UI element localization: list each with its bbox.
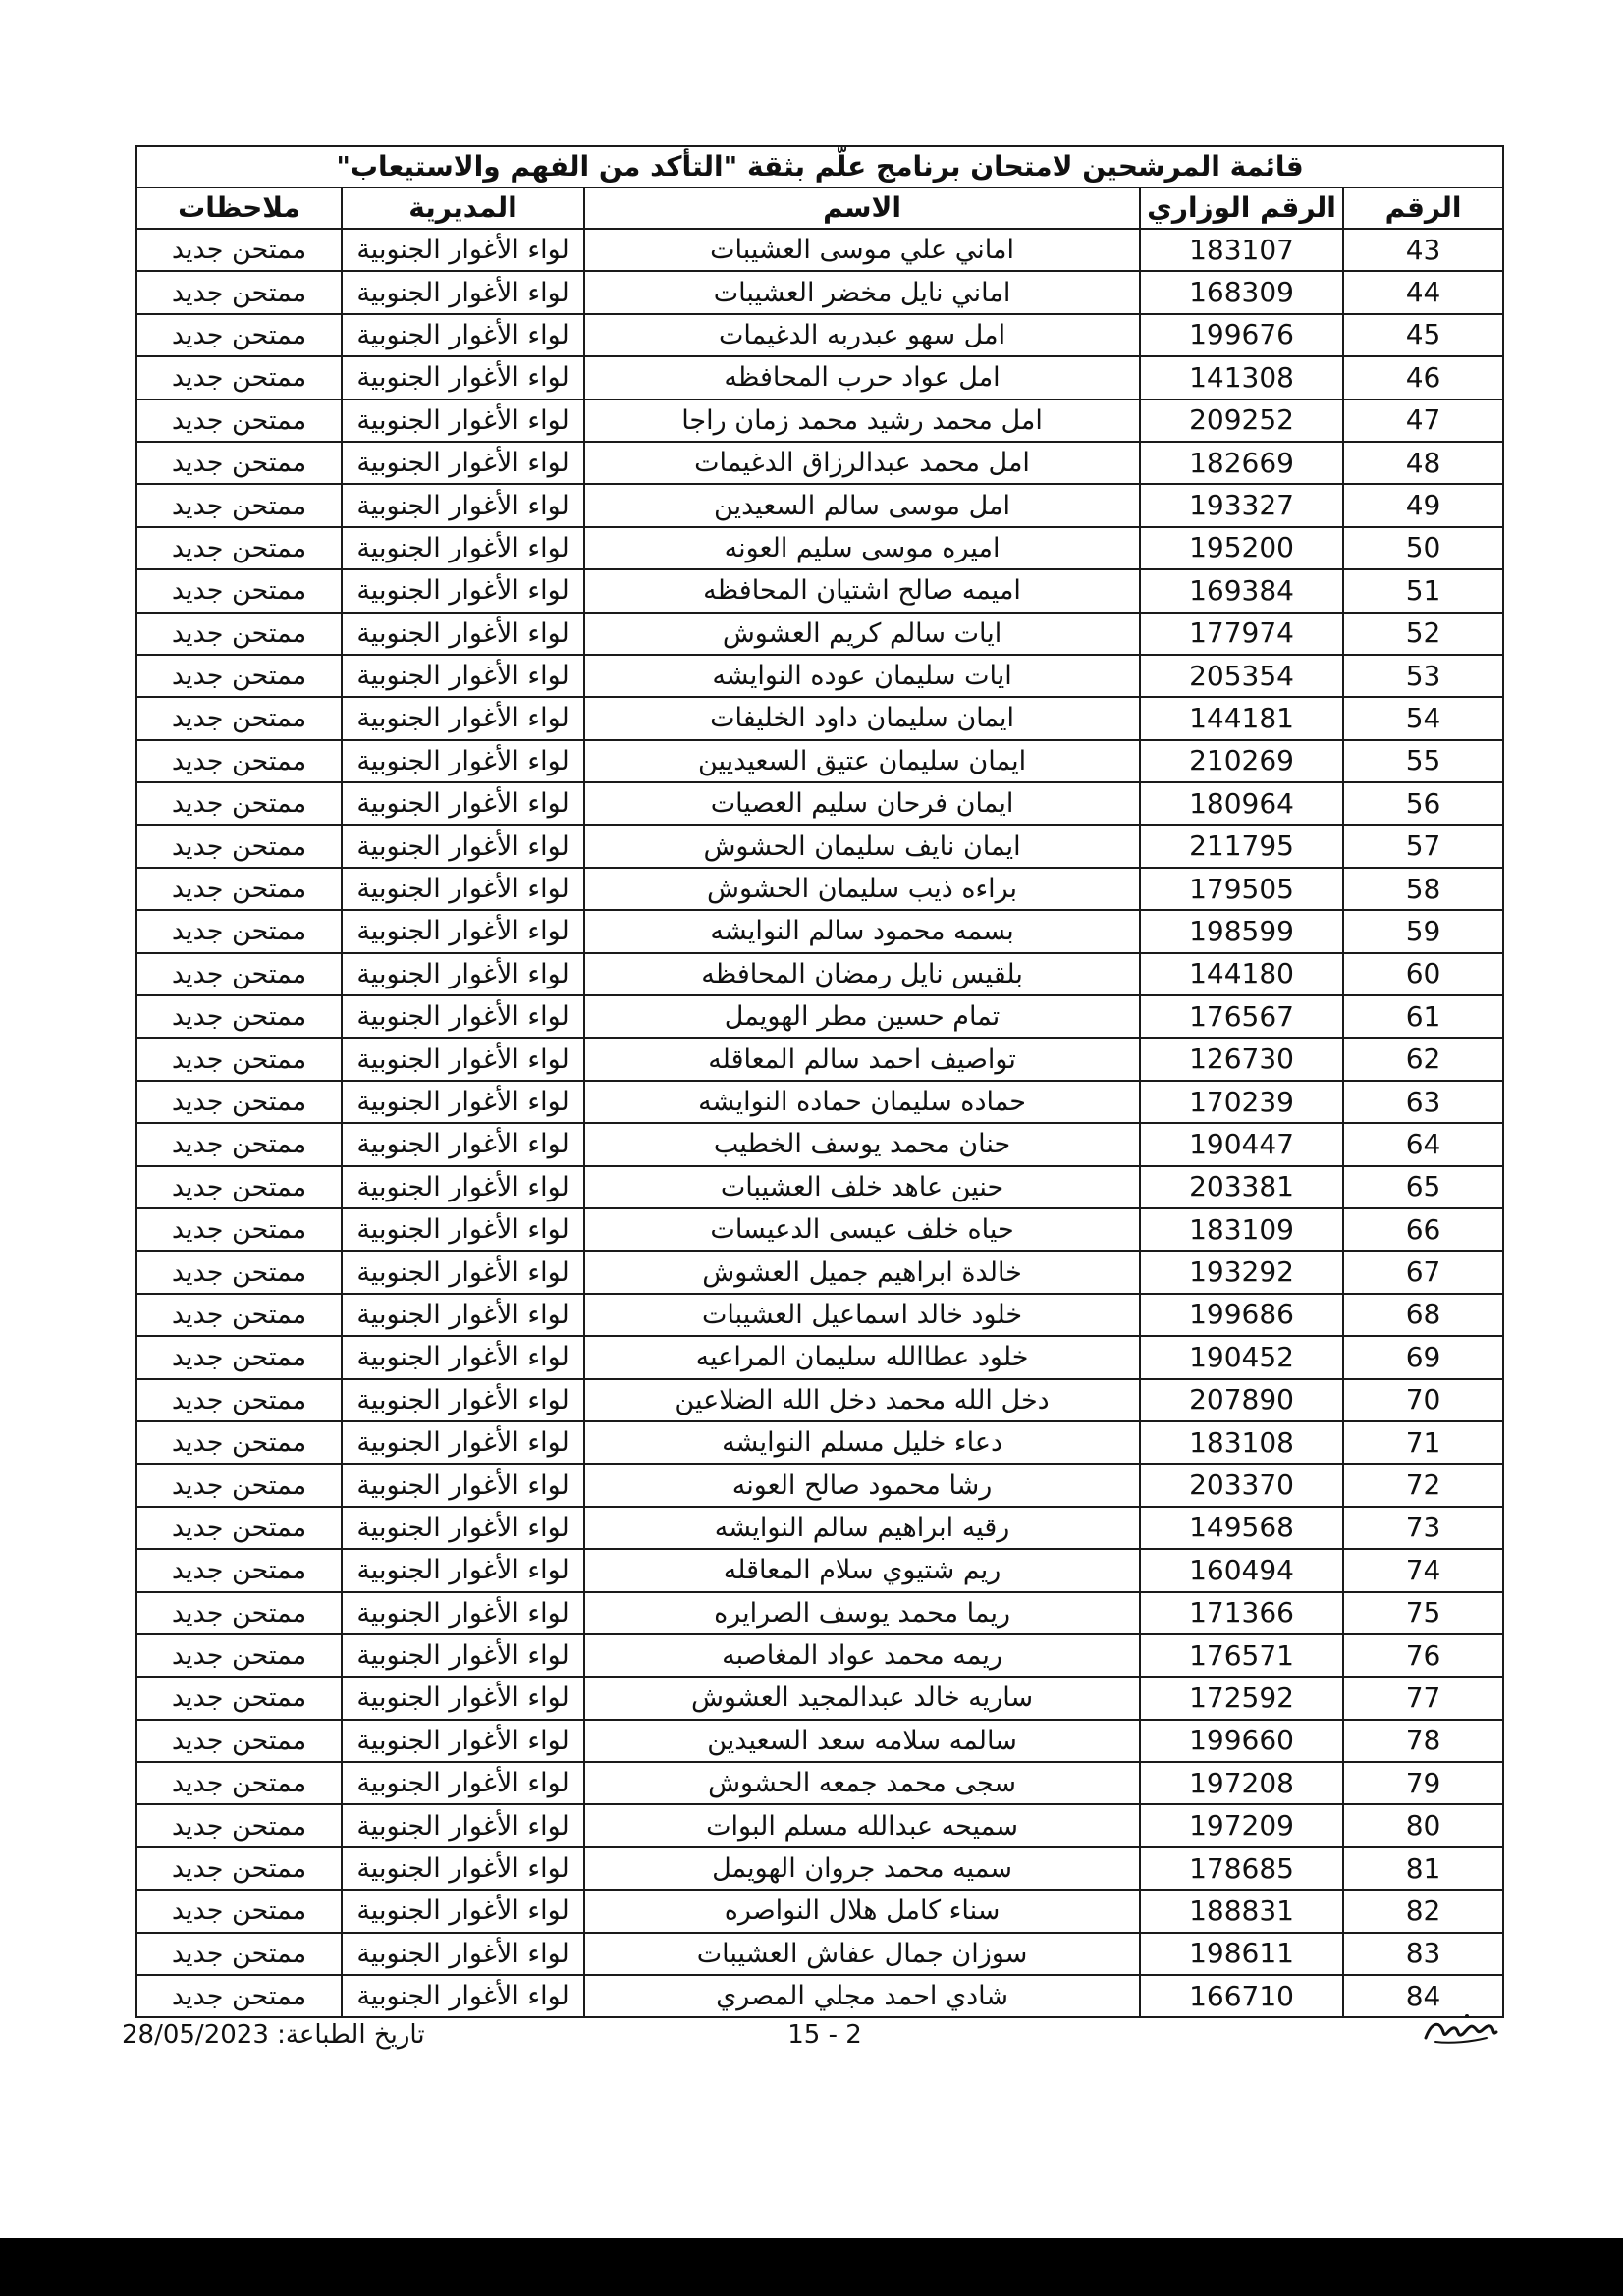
cell-number: 71 bbox=[1343, 1421, 1503, 1464]
cell-directorate: لواء الأغوار الجنوبية bbox=[342, 995, 584, 1038]
cell-notes: ممتحن جديد bbox=[136, 1251, 342, 1293]
cell-ministry-id: 203370 bbox=[1140, 1464, 1343, 1506]
cell-number: 48 bbox=[1343, 442, 1503, 484]
cell-directorate: لواء الأغوار الجنوبية bbox=[342, 1294, 584, 1336]
table-title: قائمة المرشحين لامتحان برنامج علّم بثقة "التأكد من الفهم والاستيعاب" bbox=[136, 146, 1503, 187]
table-row bbox=[136, 910, 1503, 952]
cell-name: ريما محمد يوسف الصرايره bbox=[584, 1592, 1140, 1634]
cell-name: تمام حسين مطر الهويمل bbox=[584, 995, 1140, 1038]
table-row bbox=[136, 1208, 1503, 1251]
cell-ministry-id: 198611 bbox=[1140, 1933, 1343, 1975]
cell-name: سجى محمد جمعه الحشوش bbox=[584, 1762, 1140, 1804]
cell-directorate: لواء الأغوار الجنوبية bbox=[342, 1720, 584, 1762]
cell-ministry-id: 183109 bbox=[1140, 1208, 1343, 1251]
table-row bbox=[136, 1762, 1503, 1804]
cell-number: 83 bbox=[1343, 1933, 1503, 1975]
table-row bbox=[136, 1464, 1503, 1506]
cell-notes: ممتحن جديد bbox=[136, 868, 342, 910]
cell-notes: ممتحن جديد bbox=[136, 697, 342, 739]
cell-name: شادي احمد مجلي المصري bbox=[584, 1975, 1140, 2017]
cell-directorate: لواء الأغوار الجنوبية bbox=[342, 1592, 584, 1634]
cell-directorate: لواء الأغوار الجنوبية bbox=[342, 1890, 584, 1932]
table-row bbox=[136, 484, 1503, 526]
cell-notes: ممتحن جديد bbox=[136, 1336, 342, 1378]
table-row bbox=[136, 1592, 1503, 1634]
table-row bbox=[136, 1677, 1503, 1719]
cell-ministry-id: 209252 bbox=[1140, 400, 1343, 442]
table-row bbox=[136, 1634, 1503, 1677]
cell-number: 68 bbox=[1343, 1294, 1503, 1336]
cell-ministry-id: 172592 bbox=[1140, 1677, 1343, 1719]
cell-name: ايمان فرحان سليم العصيات bbox=[584, 782, 1140, 825]
cell-notes: ممتحن جديد bbox=[136, 782, 342, 825]
table-row bbox=[136, 868, 1503, 910]
cell-number: 67 bbox=[1343, 1251, 1503, 1293]
cell-name: سميه محمد جروان الهويمل bbox=[584, 1847, 1140, 1890]
cell-ministry-id: 182669 bbox=[1140, 442, 1343, 484]
cell-ministry-id: 193327 bbox=[1140, 484, 1343, 526]
cell-ministry-id: 176567 bbox=[1140, 995, 1343, 1038]
cell-directorate: لواء الأغوار الجنوبية bbox=[342, 1677, 584, 1719]
cell-ministry-id: 203381 bbox=[1140, 1166, 1343, 1208]
cell-ministry-id: 160494 bbox=[1140, 1549, 1343, 1591]
table-row bbox=[136, 1038, 1503, 1080]
cell-directorate: لواء الأغوار الجنوبية bbox=[342, 740, 584, 782]
table-row bbox=[136, 1890, 1503, 1932]
cell-notes: ممتحن جديد bbox=[136, 995, 342, 1038]
cell-ministry-id: 176571 bbox=[1140, 1634, 1343, 1677]
cell-directorate: لواء الأغوار الجنوبية bbox=[342, 1251, 584, 1293]
cell-number: 61 bbox=[1343, 995, 1503, 1038]
cell-name: رقيه ابراهيم سالم النوايشه bbox=[584, 1507, 1140, 1549]
cell-notes: ممتحن جديد bbox=[136, 569, 342, 612]
cell-name: امل سهو عبدربه الدغيمات bbox=[584, 314, 1140, 356]
cell-name: اماني علي موسى العشيبات bbox=[584, 229, 1140, 271]
cell-directorate: لواء الأغوار الجنوبية bbox=[342, 1634, 584, 1677]
table-row bbox=[136, 1720, 1503, 1762]
cell-notes: ممتحن جديد bbox=[136, 271, 342, 313]
cell-name: سناء كامل هلال النواصره bbox=[584, 1890, 1140, 1932]
cell-directorate: لواء الأغوار الجنوبية bbox=[342, 910, 584, 952]
cell-notes: ممتحن جديد bbox=[136, 1123, 342, 1165]
candidates-table bbox=[135, 145, 1504, 2018]
cell-name: خلود خالد اسماعيل العشيبات bbox=[584, 1294, 1140, 1336]
cell-name: حنين عاهد خلف العشيبات bbox=[584, 1166, 1140, 1208]
cell-name: امل محمد عبدالرزاق الدغيمات bbox=[584, 442, 1140, 484]
cell-notes: ممتحن جديد bbox=[136, 1166, 342, 1208]
table-row bbox=[136, 442, 1503, 484]
cell-ministry-id: 190452 bbox=[1140, 1336, 1343, 1378]
table-row bbox=[136, 569, 1503, 612]
cell-directorate: لواء الأغوار الجنوبية bbox=[342, 953, 584, 995]
cell-ministry-id: 170239 bbox=[1140, 1081, 1343, 1123]
cell-notes: ممتحن جديد bbox=[136, 740, 342, 782]
cell-number: 45 bbox=[1343, 314, 1503, 356]
cell-ministry-id: 166710 bbox=[1140, 1975, 1343, 2017]
cell-ministry-id: 169384 bbox=[1140, 569, 1343, 612]
cell-directorate: لواء الأغوار الجنوبية bbox=[342, 442, 584, 484]
cell-notes: ممتحن جديد bbox=[136, 400, 342, 442]
table-row bbox=[136, 1847, 1503, 1890]
cell-ministry-id: 205354 bbox=[1140, 655, 1343, 697]
cell-directorate: لواء الأغوار الجنوبية bbox=[342, 1975, 584, 2017]
cell-directorate: لواء الأغوار الجنوبية bbox=[342, 527, 584, 569]
cell-number: 65 bbox=[1343, 1166, 1503, 1208]
cell-directorate: لواء الأغوار الجنوبية bbox=[342, 1933, 584, 1975]
table-row bbox=[136, 1166, 1503, 1208]
cell-name: خلود عطاالله سليمان المراعيه bbox=[584, 1336, 1140, 1378]
cell-number: 43 bbox=[1343, 229, 1503, 271]
cell-number: 56 bbox=[1343, 782, 1503, 825]
cell-notes: ممتحن جديد bbox=[136, 1294, 342, 1336]
cell-name: تواصيف احمد سالم المعاقله bbox=[584, 1038, 1140, 1080]
cell-ministry-id: 168309 bbox=[1140, 271, 1343, 313]
cell-name: حماده سليمان حماده النوايشه bbox=[584, 1081, 1140, 1123]
cell-number: 44 bbox=[1343, 271, 1503, 313]
cell-directorate: لواء الأغوار الجنوبية bbox=[342, 1421, 584, 1464]
cell-name: ايات سالم كريم العشوش bbox=[584, 613, 1140, 655]
cell-notes: ممتحن جديد bbox=[136, 1720, 342, 1762]
cell-name: سالمه سلامه سعد السعيدين bbox=[584, 1720, 1140, 1762]
cell-directorate: لواء الأغوار الجنوبية bbox=[342, 1549, 584, 1591]
cell-directorate: لواء الأغوار الجنوبية bbox=[342, 229, 584, 271]
table-row bbox=[136, 1251, 1503, 1293]
cell-number: 69 bbox=[1343, 1336, 1503, 1378]
cell-directorate: لواء الأغوار الجنوبية bbox=[342, 356, 584, 399]
cell-notes: ممتحن جديد bbox=[136, 1038, 342, 1080]
cell-notes: ممتحن جديد bbox=[136, 1975, 342, 2017]
handwritten-signature bbox=[1422, 2008, 1500, 2052]
cell-number: 52 bbox=[1343, 613, 1503, 655]
cell-directorate: لواء الأغوار الجنوبية bbox=[342, 868, 584, 910]
cell-notes: ممتحن جديد bbox=[136, 1421, 342, 1464]
cell-notes: ممتحن جديد bbox=[136, 910, 342, 952]
cell-number: 75 bbox=[1343, 1592, 1503, 1634]
cell-notes: ممتحن جديد bbox=[136, 527, 342, 569]
cell-notes: ممتحن جديد bbox=[136, 1933, 342, 1975]
cell-name: امل عواد حرب المحافظه bbox=[584, 356, 1140, 399]
table-row bbox=[136, 782, 1503, 825]
cell-name: ايمان نايف سليمان الحشوش bbox=[584, 825, 1140, 867]
table-title-row bbox=[136, 146, 1503, 187]
cell-number: 50 bbox=[1343, 527, 1503, 569]
cell-ministry-id: 211795 bbox=[1140, 825, 1343, 867]
column-header-notes: ملاحظات bbox=[136, 187, 342, 229]
cell-name: سميحه عبدالله مسلم البوات bbox=[584, 1804, 1140, 1846]
cell-ministry-id: 144181 bbox=[1140, 697, 1343, 739]
table-row bbox=[136, 1975, 1503, 2017]
cell-directorate: لواء الأغوار الجنوبية bbox=[342, 655, 584, 697]
table-row bbox=[136, 356, 1503, 399]
cell-number: 70 bbox=[1343, 1379, 1503, 1421]
page-number: 15 - 2 bbox=[787, 2020, 862, 2050]
cell-number: 76 bbox=[1343, 1634, 1503, 1677]
cell-notes: ممتحن جديد bbox=[136, 1549, 342, 1591]
cell-notes: ممتحن جديد bbox=[136, 1208, 342, 1251]
cell-number: 72 bbox=[1343, 1464, 1503, 1506]
cell-directorate: لواء الأغوار الجنوبية bbox=[342, 569, 584, 612]
cell-name: ريمه محمد عواد المغاصبه bbox=[584, 1634, 1140, 1677]
cell-ministry-id: 180964 bbox=[1140, 782, 1343, 825]
cell-notes: ممتحن جديد bbox=[136, 1804, 342, 1846]
column-header-directorate: المديرية bbox=[342, 187, 584, 229]
cell-name: ايمان سليمان داود الخليفات bbox=[584, 697, 1140, 739]
cell-directorate: لواء الأغوار الجنوبية bbox=[342, 697, 584, 739]
cell-name: اماني نايل مخضر العشيبات bbox=[584, 271, 1140, 313]
cell-notes: ممتحن جديد bbox=[136, 1592, 342, 1634]
cell-name: امل محمد رشيد محمد زمان راجا bbox=[584, 400, 1140, 442]
cell-name: ريم شتيوي سلام المعاقله bbox=[584, 1549, 1140, 1591]
table-row bbox=[136, 697, 1503, 739]
cell-number: 54 bbox=[1343, 697, 1503, 739]
cell-ministry-id: 190447 bbox=[1140, 1123, 1343, 1165]
cell-directorate: لواء الأغوار الجنوبية bbox=[342, 1336, 584, 1378]
table-row bbox=[136, 1421, 1503, 1464]
cell-number: 73 bbox=[1343, 1507, 1503, 1549]
cell-name: براءه ذيب سليمان الحشوش bbox=[584, 868, 1140, 910]
cell-ministry-id: 188831 bbox=[1140, 1890, 1343, 1932]
cell-notes: ممتحن جديد bbox=[136, 1081, 342, 1123]
table-row bbox=[136, 1549, 1503, 1591]
cell-ministry-id: 197209 bbox=[1140, 1804, 1343, 1846]
cell-name: اميره موسى سليم العونه bbox=[584, 527, 1140, 569]
table-row bbox=[136, 995, 1503, 1038]
cell-ministry-id: 144180 bbox=[1140, 953, 1343, 995]
cell-notes: ممتحن جديد bbox=[136, 314, 342, 356]
cell-ministry-id: 141308 bbox=[1140, 356, 1343, 399]
cell-name: ايات سليمان عوده النوايشه bbox=[584, 655, 1140, 697]
cell-ministry-id: 183108 bbox=[1140, 1421, 1343, 1464]
cell-notes: ممتحن جديد bbox=[136, 1847, 342, 1890]
table-row bbox=[136, 1294, 1503, 1336]
table-row bbox=[136, 1804, 1503, 1846]
cell-ministry-id: 199686 bbox=[1140, 1294, 1343, 1336]
cell-directorate: لواء الأغوار الجنوبية bbox=[342, 1038, 584, 1080]
cell-ministry-id: 126730 bbox=[1140, 1038, 1343, 1080]
cell-number: 55 bbox=[1343, 740, 1503, 782]
table-row bbox=[136, 740, 1503, 782]
table-row bbox=[136, 1081, 1503, 1123]
cell-notes: ممتحن جديد bbox=[136, 484, 342, 526]
cell-number: 51 bbox=[1343, 569, 1503, 612]
cell-number: 53 bbox=[1343, 655, 1503, 697]
table-row bbox=[136, 229, 1503, 271]
cell-notes: ممتحن جديد bbox=[136, 1762, 342, 1804]
cell-directorate: لواء الأغوار الجنوبية bbox=[342, 825, 584, 867]
cell-number: 57 bbox=[1343, 825, 1503, 867]
cell-notes: ممتحن جديد bbox=[136, 229, 342, 271]
cell-name: ايمان سليمان عتيق السعيديين bbox=[584, 740, 1140, 782]
cell-name: بلقيس نايل رمضان المحافظه bbox=[584, 953, 1140, 995]
cell-ministry-id: 198599 bbox=[1140, 910, 1343, 952]
print-date: تاريخ الطباعة: 28/05/2023 bbox=[122, 2020, 425, 2050]
cell-directorate: لواء الأغوار الجنوبية bbox=[342, 1847, 584, 1890]
cell-number: 63 bbox=[1343, 1081, 1503, 1123]
cell-number: 60 bbox=[1343, 953, 1503, 995]
cell-number: 66 bbox=[1343, 1208, 1503, 1251]
cell-name: ساريه خالد عبدالمجيد العشوش bbox=[584, 1677, 1140, 1719]
cell-number: 80 bbox=[1343, 1804, 1503, 1846]
table-row bbox=[136, 655, 1503, 697]
cell-notes: ممتحن جديد bbox=[136, 613, 342, 655]
cell-ministry-id: 183107 bbox=[1140, 229, 1343, 271]
cell-ministry-id: 199660 bbox=[1140, 1720, 1343, 1762]
cell-ministry-id: 178685 bbox=[1140, 1847, 1343, 1890]
cell-directorate: لواء الأغوار الجنوبية bbox=[342, 314, 584, 356]
cell-ministry-id: 177974 bbox=[1140, 613, 1343, 655]
table-row bbox=[136, 613, 1503, 655]
cell-name: حياه خلف عيسى الدعيسات bbox=[584, 1208, 1140, 1251]
table-row bbox=[136, 1123, 1503, 1165]
table-row bbox=[136, 400, 1503, 442]
cell-ministry-id: 179505 bbox=[1140, 868, 1343, 910]
cell-name: دعاء خليل مسلم النوايشه bbox=[584, 1421, 1140, 1464]
cell-notes: ممتحن جديد bbox=[136, 1379, 342, 1421]
table-row bbox=[136, 1336, 1503, 1378]
cell-name: سوزان جمال عفاش العشيبات bbox=[584, 1933, 1140, 1975]
cell-notes: ممتحن جديد bbox=[136, 1677, 342, 1719]
table-row bbox=[136, 271, 1503, 313]
cell-name: دخل الله محمد دخل الله الضلاعين bbox=[584, 1379, 1140, 1421]
cell-directorate: لواء الأغوار الجنوبية bbox=[342, 1464, 584, 1506]
cell-number: 84 bbox=[1343, 1975, 1503, 2017]
cell-name: بسمه محمود سالم النوايشه bbox=[584, 910, 1140, 952]
cell-notes: ممتحن جديد bbox=[136, 1890, 342, 1932]
table-row bbox=[136, 1507, 1503, 1549]
cell-name: حنان محمد يوسف الخطيب bbox=[584, 1123, 1140, 1165]
cell-ministry-id: 210269 bbox=[1140, 740, 1343, 782]
cell-notes: ممتحن جديد bbox=[136, 1507, 342, 1549]
cell-directorate: لواء الأغوار الجنوبية bbox=[342, 1166, 584, 1208]
cell-directorate: لواء الأغوار الجنوبية bbox=[342, 484, 584, 526]
column-header-ministry-id: الرقم الوزاري bbox=[1140, 187, 1343, 229]
cell-ministry-id: 193292 bbox=[1140, 1251, 1343, 1293]
cell-number: 46 bbox=[1343, 356, 1503, 399]
table-row bbox=[136, 1933, 1503, 1975]
table-row bbox=[136, 825, 1503, 867]
cell-number: 79 bbox=[1343, 1762, 1503, 1804]
cell-number: 78 bbox=[1343, 1720, 1503, 1762]
cell-number: 49 bbox=[1343, 484, 1503, 526]
column-header-name: الاسم bbox=[584, 187, 1140, 229]
cell-directorate: لواء الأغوار الجنوبية bbox=[342, 1123, 584, 1165]
cell-name: اميمه صالح اشتيان المحافظه bbox=[584, 569, 1140, 612]
table-row bbox=[136, 314, 1503, 356]
cell-directorate: لواء الأغوار الجنوبية bbox=[342, 1208, 584, 1251]
cell-name: امل موسى سالم السعيدين bbox=[584, 484, 1140, 526]
cell-notes: ممتحن جديد bbox=[136, 1464, 342, 1506]
cell-number: 64 bbox=[1343, 1123, 1503, 1165]
cell-number: 82 bbox=[1343, 1890, 1503, 1932]
cell-notes: ممتحن جديد bbox=[136, 1634, 342, 1677]
cell-ministry-id: 197208 bbox=[1140, 1762, 1343, 1804]
cell-notes: ممتحن جديد bbox=[136, 825, 342, 867]
cell-number: 74 bbox=[1343, 1549, 1503, 1591]
cell-directorate: لواء الأغوار الجنوبية bbox=[342, 1762, 584, 1804]
scan-border-bar bbox=[0, 2238, 1623, 2296]
cell-directorate: لواء الأغوار الجنوبية bbox=[342, 1507, 584, 1549]
column-header-number: الرقم bbox=[1343, 187, 1503, 229]
cell-number: 81 bbox=[1343, 1847, 1503, 1890]
cell-directorate: لواء الأغوار الجنوبية bbox=[342, 400, 584, 442]
cell-number: 59 bbox=[1343, 910, 1503, 952]
table-row bbox=[136, 953, 1503, 995]
cell-number: 47 bbox=[1343, 400, 1503, 442]
cell-ministry-id: 207890 bbox=[1140, 1379, 1343, 1421]
cell-notes: ممتحن جديد bbox=[136, 953, 342, 995]
table-row bbox=[136, 527, 1503, 569]
cell-notes: ممتحن جديد bbox=[136, 655, 342, 697]
cell-directorate: لواء الأغوار الجنوبية bbox=[342, 782, 584, 825]
cell-number: 62 bbox=[1343, 1038, 1503, 1080]
cell-directorate: لواء الأغوار الجنوبية bbox=[342, 1804, 584, 1846]
cell-ministry-id: 195200 bbox=[1140, 527, 1343, 569]
cell-name: رشا محمود صالح العونه bbox=[584, 1464, 1140, 1506]
cell-directorate: لواء الأغوار الجنوبية bbox=[342, 1379, 584, 1421]
table-row bbox=[136, 1379, 1503, 1421]
cell-ministry-id: 149568 bbox=[1140, 1507, 1343, 1549]
cell-directorate: لواء الأغوار الجنوبية bbox=[342, 613, 584, 655]
cell-ministry-id: 199676 bbox=[1140, 314, 1343, 356]
cell-number: 77 bbox=[1343, 1677, 1503, 1719]
table-header-row bbox=[136, 187, 1503, 229]
cell-directorate: لواء الأغوار الجنوبية bbox=[342, 1081, 584, 1123]
cell-notes: ممتحن جديد bbox=[136, 442, 342, 484]
cell-ministry-id: 171366 bbox=[1140, 1592, 1343, 1634]
cell-name: خالدة ابراهيم جميل العشوش bbox=[584, 1251, 1140, 1293]
cell-number: 58 bbox=[1343, 868, 1503, 910]
cell-notes: ممتحن جديد bbox=[136, 356, 342, 399]
cell-directorate: لواء الأغوار الجنوبية bbox=[342, 271, 584, 313]
